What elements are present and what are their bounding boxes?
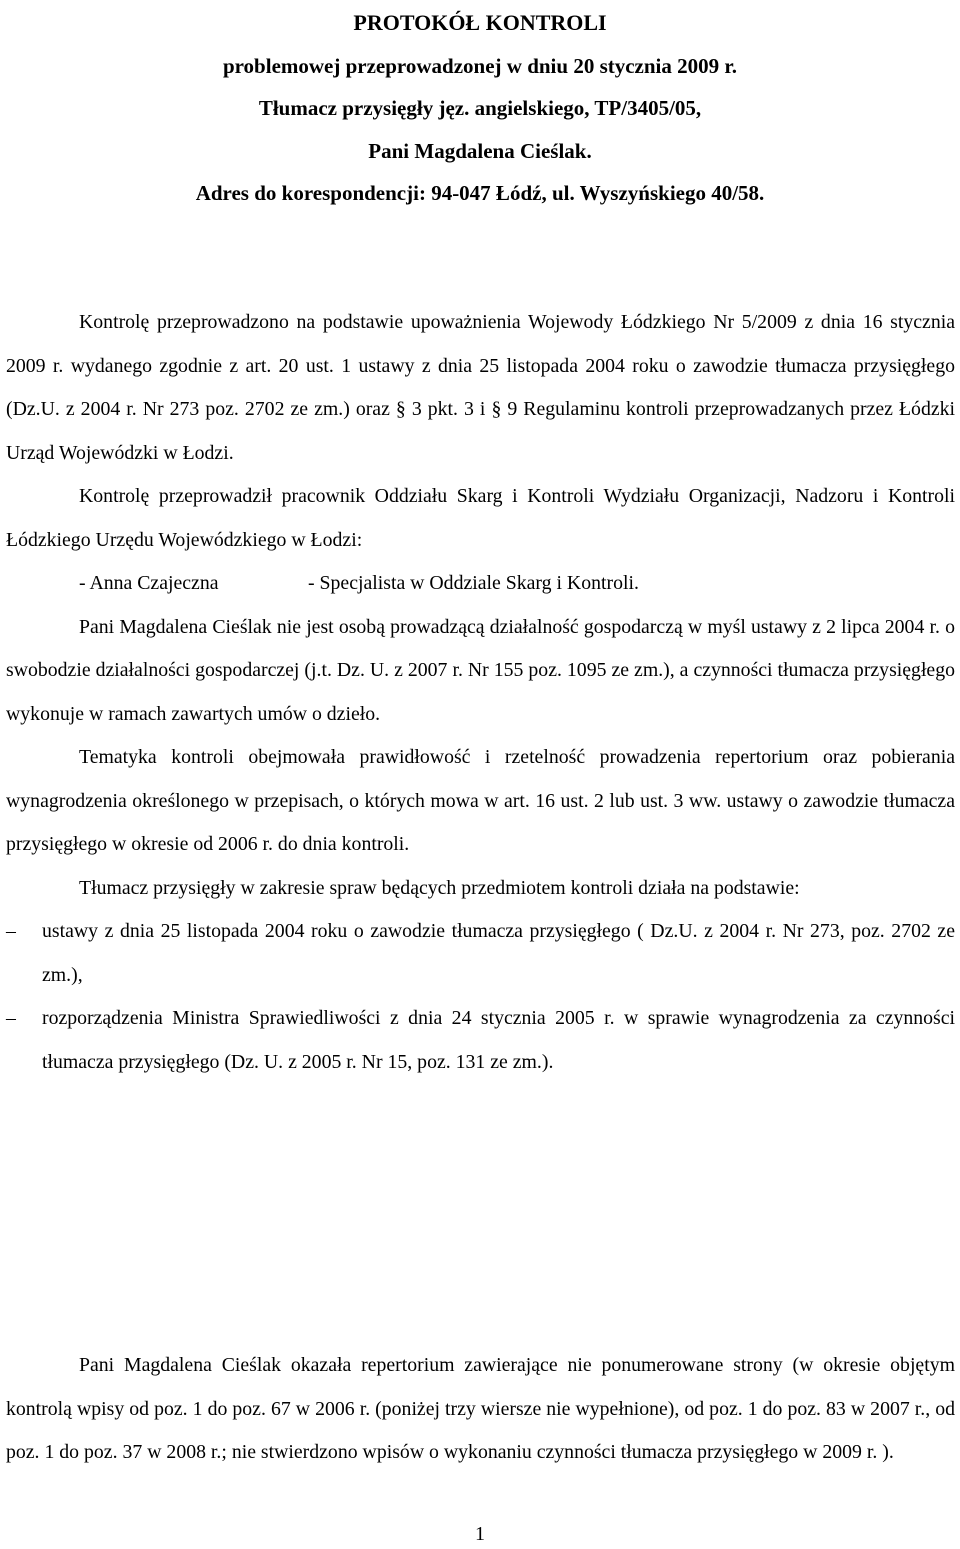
page-number: 1	[475, 1523, 485, 1545]
legal-basis-list	[6, 910, 955, 1084]
document-header	[0, 2, 960, 215]
staff-role: - Specjalista w Oddziale Skarg i Kontroli.	[308, 572, 639, 594]
translator-name: Pani Magdalena Cieślak.	[368, 138, 592, 163]
list-item	[6, 910, 955, 997]
paragraph-inspector: Kontrolę przeprowadził pracownik Oddziału Skarg i Kontroli Wydziału Organizacji, Nadzoru i Kontroli Łódzkiego Urzędu Wojewódzkiego w Łodzi:	[6, 485, 955, 551]
address-line: Adres do korespondencji: 94-047 Łódź, ul. Wyszyńskiego 40/58.	[195, 181, 765, 205]
list-item-text: ustawy z dnia 25 listopada 2004 roku o zawodzie tłumacza przysięgłego ( Dz.U. z 2004 r. Nr 273, poz. 2702 ze zm.),	[42, 920, 955, 986]
staff-row	[6, 562, 955, 606]
paragraph-legal-intro: Tłumacz przysięgły w zakresie spraw będących przedmiotem kontroli działa na podstawie:	[79, 876, 800, 899]
paragraph-repertorium: Pani Magdalena Cieślak okazała repertorium zawierające nie ponumerowane strony (w okresie objętym kontrolą wpisy od poz. 1 do poz. 67 w 2006 r. (poniżej trzy wiersze nie wypełnione), od poz. 1 do poz. 83 w 2007 r., od poz. 1 do poz. 37 w 2008 r.; nie stwierdzono wpisów o wykonaniu czynności tłumacza przysięgłego w 2009 r. ).	[6, 1354, 955, 1463]
dash-bullet: –	[6, 920, 16, 942]
translator-line: Tłumacz przysięgły jęz. angielskiego, TP/3405/05,	[258, 96, 702, 120]
paragraph-basis: Kontrolę przeprowadzono na podstawie upoważnienia Wojewody Łódzkiego Nr 5/2009 z dnia 16 stycznia 2009 r. wydanego zgodnie z art. 20 ust. 1 ustawy z dnia 25 listopada 2004 roku o zawodzie tłumacza przysięgłego (Dz.U. z 2004 r. Nr 273 poz. 2702 ze zm.) oraz § 3 pkt. 3 i § 9 Regulaminu kontroli przeprowadzanych przez Łódzki Urząd Wojewódzki w Łodzi.	[6, 311, 955, 464]
paragraph-activity: Pani Magdalena Cieślak nie jest osobą prowadzącą działalność gospodarczą w myśl ustawy z 2 lipca 2004 r. o swobodzie działalności gospodarczej (j.t. Dz. U. z 2007 r. Nr 155 poz. 1095 ze zm.), a czynności tłumacza przysięgłego wykonuje w ramach zawartych umów o dzieło.	[6, 615, 955, 725]
paragraph-scope: Tematyka kontroli obejmowała prawidłowość i rzetelność prowadzenia repertorium oraz pobierania wynagrodzenia określonego w przepisach, o których mowa w art. 16 ust. 2 lub ust. 3 ww. ustawy o zawodzie tłumacza przysięgłego w okresie od 2006 r. do dnia kontroli.	[6, 746, 955, 855]
list-item	[6, 997, 955, 1084]
list-item-text: rozporządzenia Ministra Sprawiedliwości z dnia 24 stycznia 2005 r. w sprawie wynagrodzenia za czynności tłumacza przysięgłego (Dz. U. z 2005 r. Nr 15, poz. 131 ze zm.).	[42, 1007, 955, 1073]
control-type-line: problemowej przeprowadzonej w dniu 20 stycznia 2009 r.	[222, 53, 738, 78]
document-title: PROTOKÓŁ KONTROLI	[353, 10, 607, 35]
document-body	[6, 301, 955, 1084]
document-body-continued	[6, 1344, 955, 1475]
dash-bullet: –	[6, 1007, 16, 1029]
staff-name: - Anna Czajeczna	[79, 572, 219, 594]
